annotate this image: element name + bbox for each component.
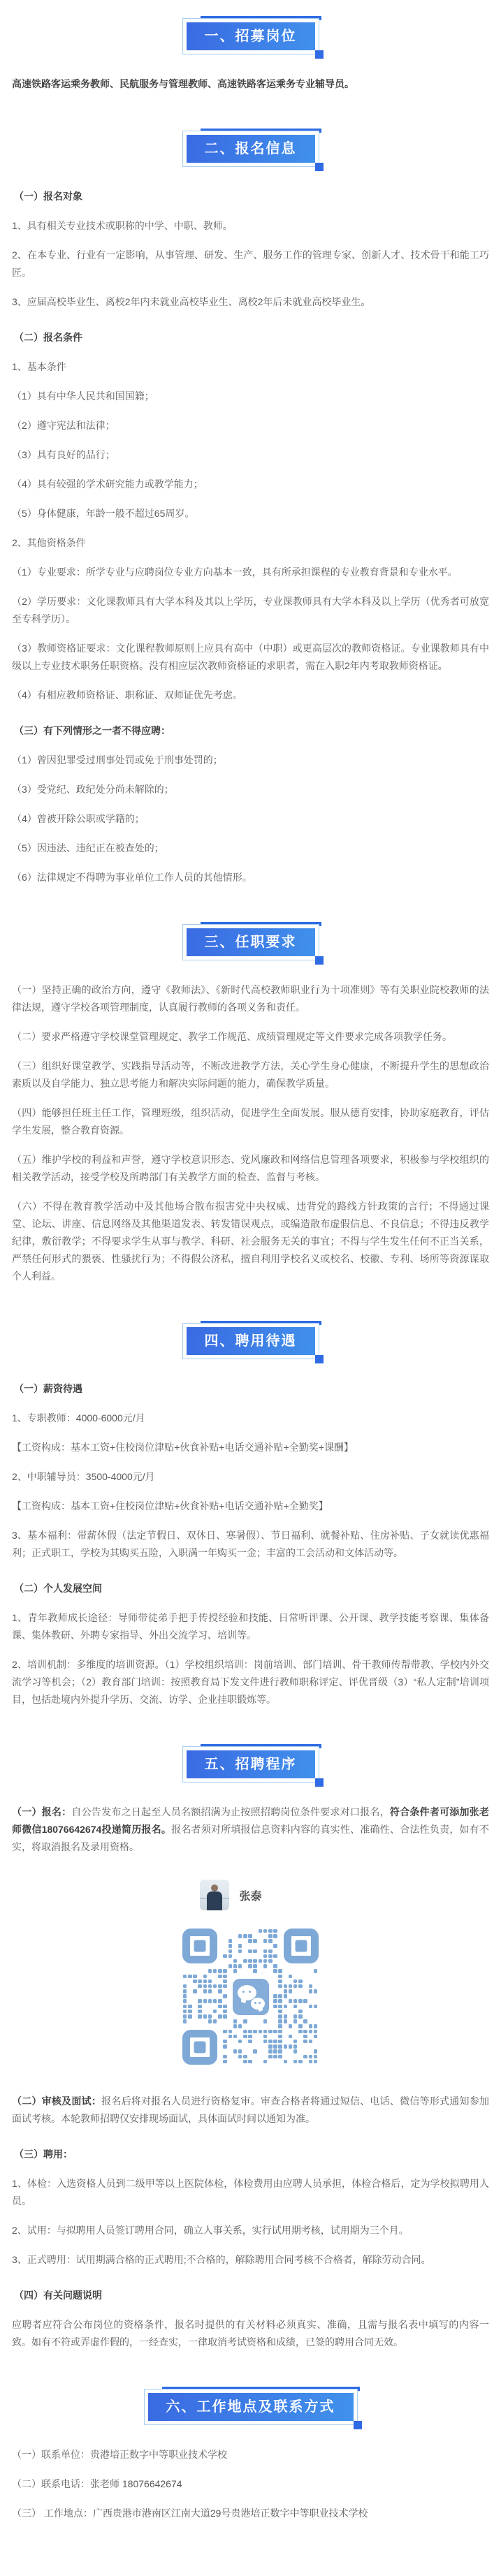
paragraph: （1）具有中华人民共和国国籍； — [12, 390, 154, 402]
badge-corner-accent — [315, 50, 324, 59]
sub-heading: （二）个人发展空间 — [14, 1583, 102, 1594]
badge-title: 四、聘用待遇 — [187, 1327, 315, 1355]
paragraph: 2、培训机制：多维度的培训资源。（1）学校组织培训：岗前培训、部门培训、骨干教师传帮带教、学校内外交流学习等机会；（2）教育部门培训：按照教育局下发文件进行教师职称评定、评优晋级（3）“私人定制”培训项目，包括赴境内外提升学历、交流、访学、企业挂职锻炼等。 — [12, 1659, 489, 1705]
paragraph: （二）要求严格遵守学校课堂管理规定、教学工作规范、成绩管理规定等文件要求完成各项教学任务。 — [12, 1031, 452, 1042]
badge-title: 五、招聘程序 — [187, 1750, 315, 1778]
paragraph: 1、基本条件 — [12, 361, 66, 372]
paragraph: （一）联系单位：贵港培正数字中等职业技术学校 — [12, 2449, 227, 2460]
section-recruitment-procedure-content-a — [0, 1803, 501, 1856]
qr-finder-bottom-left — [182, 2030, 217, 2065]
paragraph: 1、青年教师成长途径：导师带徒弟手把手传授经验和技能、日常听评课、公开课、教学技能考察课、集体备课、集体教研、外聘专家指导、外出交流学习、培训等。 — [12, 1612, 489, 1641]
badge-outline — [182, 18, 319, 54]
badge-title: 三、任职要求 — [187, 928, 315, 956]
paragraph: （二）联系电话：张老师 18076642674 — [12, 2478, 182, 2489]
paragraph: （3）教师资格证要求：文化课程教师原则上应具有高中（中职）或更高层次的教师资格证。专业课教师具有中级以上专业技术职务任职资格。没有相应层次教师资格证的求职者，需在入职2年内考取教师资格证。 — [12, 643, 489, 671]
section-badge-employment-benefits — [182, 1323, 319, 1359]
wechat-qr-code — [182, 1929, 319, 2065]
sub-heading: （三）聘用： — [14, 2149, 73, 2160]
paragraph — [12, 2093, 489, 2128]
wechat-bubble-small — [251, 1998, 265, 2010]
badge-title: 六、工作地点及联系方式 — [148, 2393, 354, 2421]
paragraph: （4）有相应教师资格证、职称证、双师证优先考虑。 — [12, 689, 242, 701]
paragraph: （5）因违法、违纪正在被查处的； — [12, 842, 164, 854]
badge-outline — [182, 1746, 319, 1783]
paragraph: 3、应届高校毕业生、离校2年内未就业高校毕业生、离校2年后未就业高校毕业生。 — [12, 296, 371, 307]
sub-heading: （一）报名对象 — [14, 191, 82, 202]
paragraph: 【工资构成：基本工资+住校岗位津贴+伙食补贴+电话交通补贴+全勤奖+课酬】 — [12, 1442, 354, 1453]
paragraph: （2）学历要求：文化课教师具有大学本科及其以上学历，专业课教师具有大学本科及以上学历（优秀者可放宽至专科学历）。 — [12, 596, 489, 624]
paragraph: （5）身体健康，年龄一般不超过65周岁。 — [12, 508, 195, 519]
badge-corner-accent — [315, 1778, 324, 1787]
section-recruit-positions-content — [0, 75, 501, 93]
badge-outline — [182, 924, 319, 960]
paragraph: 应聘者应符合公布岗位的资格条件，报名时提供的有关材料必须真实、准确，且需与报名表中填写的内容一致。如有不符或弄虚作假的，一经查实，一律取消考试资格和成绩，已签的聘用合同无效。 — [12, 2319, 489, 2348]
section-location-contact-content — [0, 2446, 501, 2522]
paragraph: 3、基本福利：带薪休假（法定节假日、双休日、寒暑假）、节日福利、就餐补贴、住房补贴、子女就读优惠福利；正式职工，学校为其购买五险，入职满一年购买一金；丰富的工会活动和文体活动等。 — [12, 1530, 489, 1558]
sub-heading: （三）有下列情形之一者不得应聘： — [14, 725, 170, 736]
paragraph: （五）维护学校的利益和声誉，遵守学校意识形态、党风廉政和网络信息管理各项要求，积极参与学校组织的相关教学活动，接受学校及所聘部门有关教学方面的检查、监督与考核。 — [12, 1154, 489, 1183]
paragraph: 高速铁路客运乘务教师、民航服务与管理教师、高速铁路客运乘务专业辅导员。 — [12, 78, 354, 89]
badge-outline — [182, 1323, 319, 1359]
avatar-background-detail — [200, 1898, 229, 1899]
paragraph: 1、具有相关专业技术或职称的中学、中职、教师。 — [12, 220, 233, 231]
section-badge-job-requirements — [182, 924, 319, 960]
paragraph: （6）法律规定不得聘为事业单位工作人员的其他情形。 — [12, 872, 252, 883]
section-employment-benefits-content — [0, 1380, 501, 1708]
section-badge-row — [0, 2389, 501, 2425]
paragraph: （4）具有较强的学术研究能力或教学能力； — [12, 478, 203, 490]
contact-avatar-photo — [200, 1880, 229, 1910]
bold-text: （一）报名： — [12, 1806, 72, 1817]
paragraph: （1）专业要求：所学专业与应聘岗位专业方向基本一致，具有所承担课程的专业教育背景和专业水平。 — [12, 566, 458, 578]
badge-corner-accent — [315, 956, 324, 965]
section-registration-info-content — [0, 188, 501, 886]
contact-name: 张泰 — [239, 1890, 262, 1903]
wechat-contact-card — [200, 1880, 261, 1910]
section-badge-recruit-positions — [182, 18, 319, 54]
section-badge-row — [0, 131, 501, 167]
sub-heading: （一）薪资待遇 — [14, 1383, 82, 1394]
section-badge-location-contact — [144, 2389, 358, 2425]
badge-corner-accent — [354, 2421, 362, 2429]
paragraph: 2、在本专业、行业有一定影响，从事管理、研发、生产、服务工作的管理专家、创新人才、技术骨干和能工巧匠。 — [12, 249, 489, 278]
text: 自公告发布之日起至人员名额招满为止按照招聘岗位条件要求对口报名， — [71, 1806, 390, 1817]
section-badge-row — [0, 18, 501, 54]
paragraph: 1、体检：入选资格人员到二级甲等以上医院体检，体检费用由应聘人员承担，体检合格后，定为学校拟聘用人员。 — [12, 2178, 489, 2207]
paragraph: （四）能够担任班主任工作，管理班级，组织活动，促进学生全面发展。服从德育安排，协助家庭教育，评估学生发展，整合教育资源。 — [12, 1107, 489, 1136]
section-badge-row — [0, 1746, 501, 1783]
paragraph: 2、其他资格条件 — [12, 537, 86, 548]
sub-heading: （四）有关问题说明 — [14, 2290, 102, 2301]
paragraph: 2、中职辅导员：3500-4000元/月 — [12, 1471, 155, 1482]
wechat-bubble-large — [238, 1985, 256, 2000]
paragraph: （4）曾被开除公职或学籍的； — [12, 813, 145, 824]
section-badge-row — [0, 924, 501, 960]
badge-title: 二、报名信息 — [187, 135, 315, 163]
paragraph: （3）具有良好的品行； — [12, 449, 115, 460]
qr-finder-top-right — [284, 1929, 319, 1963]
paragraph — [12, 1803, 489, 1856]
bold-text: 符合条件者可添加张老师微信18076642674投递简历报名。 — [12, 1806, 490, 1835]
paragraph: （一）坚持正确的政治方向，遵守《教师法》、《新时代高校教师职业行为十项准则》等有关职业院校教师的法律法规，遵守学校各项管理制度，认真履行教师的各项义务和责任。 — [12, 984, 489, 1013]
badge-corner-accent — [315, 1355, 324, 1363]
paragraph: 2、试用：与拟聘用人员签订聘用合同，确立人事关系，实行试用期考核，试用期为三个月。 — [12, 2225, 409, 2236]
badge-title: 一、招募岗位 — [187, 22, 315, 50]
sub-heading: （二）报名条件 — [14, 332, 82, 343]
section-job-requirements-content — [0, 981, 501, 1285]
paragraph: 【工资构成：基本工资+住校岗位津贴+伙食补贴+电话交通补贴+全勤奖】 — [12, 1500, 328, 1512]
section-recruitment-procedure-content-b — [0, 2093, 501, 2351]
bold-text: （二）审核及面试： — [12, 2095, 102, 2107]
section-badge-recruitment-procedure — [182, 1746, 319, 1783]
paragraph: （1）曾因犯罪受过刑事处罚或免于刑事处罚的； — [12, 754, 223, 766]
paragraph: （六）不得在教育教学活动中及其他场合散布损害党中央权威、违背党的路线方针政策的言行；不得通过课堂、论坛、讲座、信息网络及其他渠道发表、转发错误观点，或编造散布虚假信息、不良信息；不得违反教学纪律，敷衍教学；不得要求学生从事与教学、科研、社会服务无关的事宜；不得与学生发生任何不正当关系，严禁任何形式的猥亵、性骚扰行为；不得假公济私，擅自利用学校名义或校名、校徽、专利、场所等资源谋取个人利益。 — [12, 1201, 489, 1282]
section-badge-row — [0, 1323, 501, 1359]
paragraph: （三）组织好课堂教学、实践指导活动等，不断改进教学方法，关心学生身心健康，不断提升学生的思想政治素质以及自学能力、独立思考能力和解决实际问题的能力，确保教学质量。 — [12, 1060, 489, 1089]
section-badge-registration-info — [182, 131, 319, 167]
wechat-logo-icon — [233, 1979, 269, 2015]
paragraph: 3、正式聘用：试用期满合格的正式聘用;不合格的，解除聘用合同考核不合格者，解除劳动合同。 — [12, 2254, 431, 2265]
paragraph: 1、专职教师：4000-6000元/月 — [12, 1412, 145, 1424]
paragraph: （2）遵守宪法和法律； — [12, 420, 115, 431]
badge-outline — [182, 131, 319, 167]
text: 报名后将对报名人员进行资格复审。审查合格者将通过短信、电话、微信等形式通知参加面试考核。本轮教师招聘仅安排现场面试，具体面试时间以通知为准。 — [12, 2095, 490, 2124]
paragraph: （三） 工作地点：广西贵港市港南区江南大道29号贵港培正数字中等职业技术学校 — [12, 2508, 368, 2519]
qr-finder-top-left — [182, 1929, 217, 1963]
text: 报名者须对所填报信息资料内容的真实性、准确性、合法性负责，如有不实，将取消报名及录用资格。 — [12, 1824, 490, 1852]
badge-outline — [144, 2389, 358, 2425]
paragraph: （3）受党纪、政纪处分尚未解除的； — [12, 784, 174, 795]
badge-corner-accent — [315, 163, 324, 171]
